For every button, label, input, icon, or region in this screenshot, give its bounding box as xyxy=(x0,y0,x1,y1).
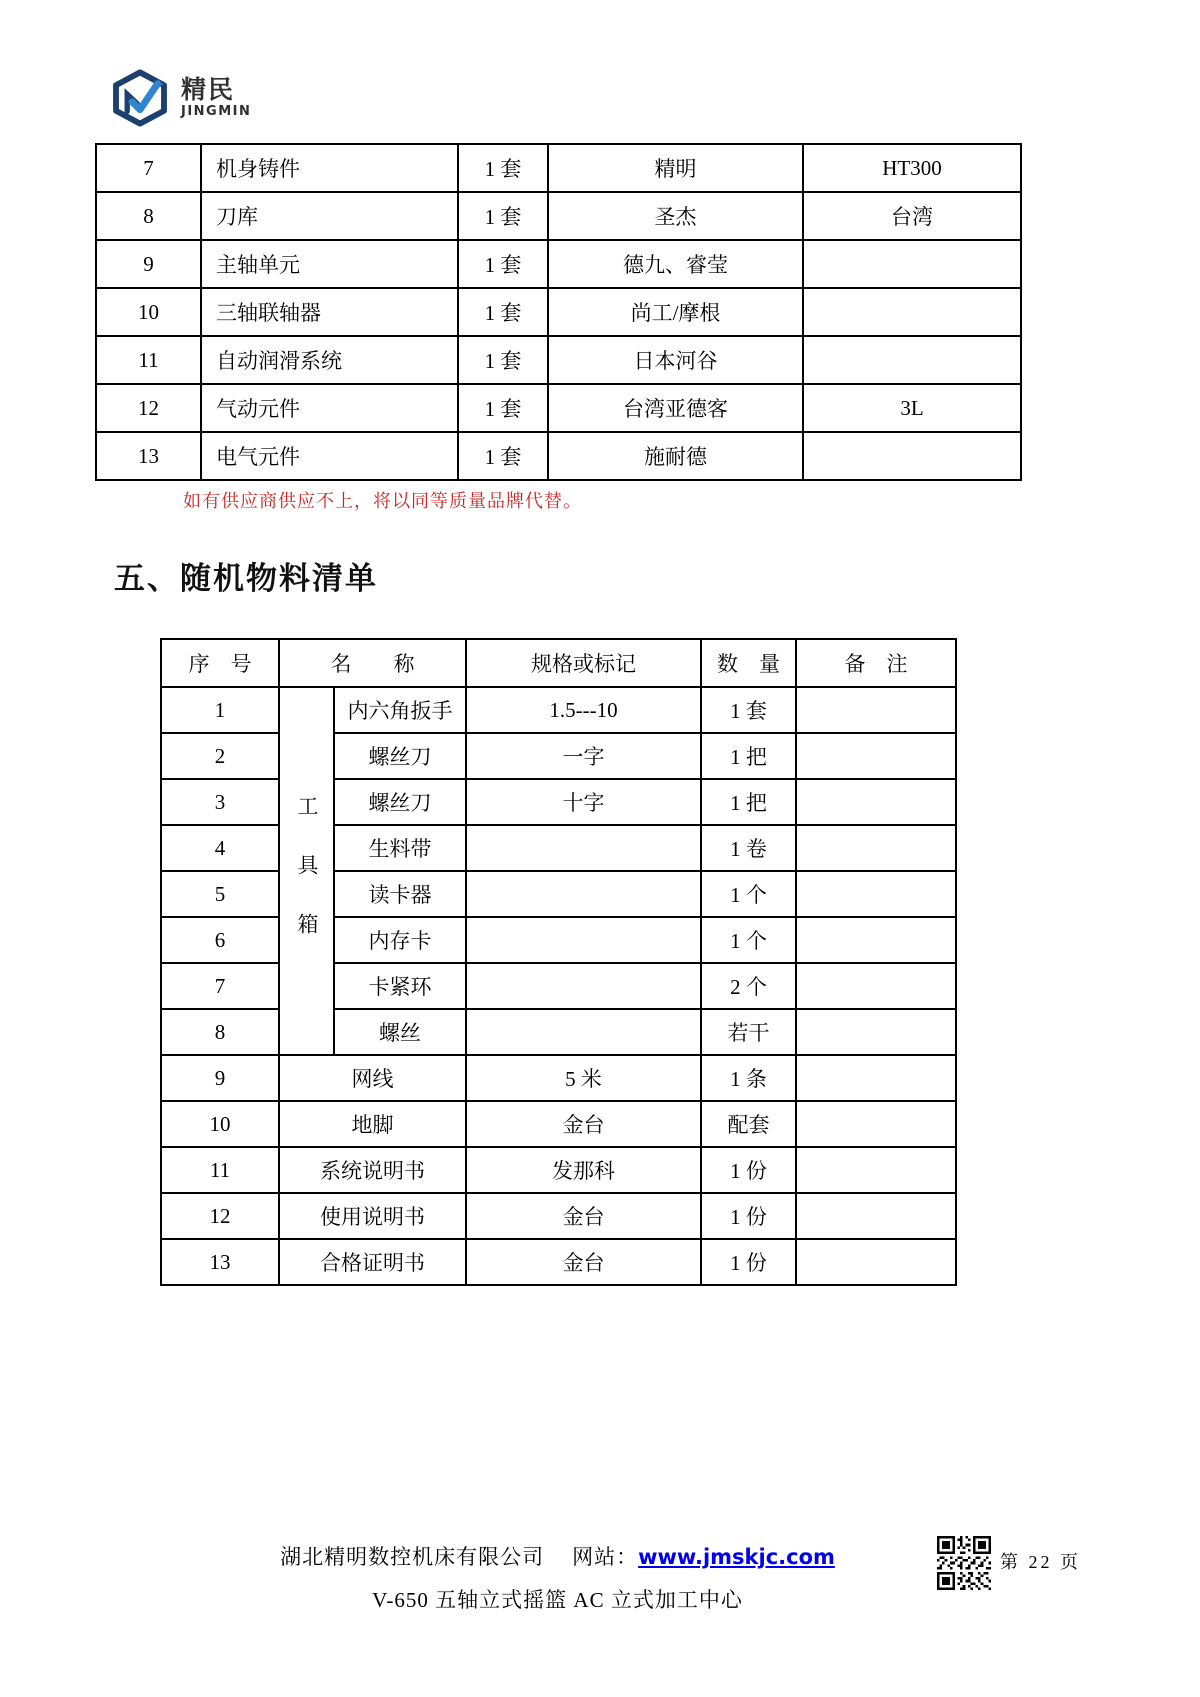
cell-no: 7 xyxy=(96,144,201,192)
cell-remark xyxy=(796,963,956,1009)
cell-no: 13 xyxy=(96,432,201,480)
cell-remark xyxy=(796,779,956,825)
cell-remark xyxy=(796,871,956,917)
table-row xyxy=(161,1147,956,1193)
cell-qty: 1 套 xyxy=(458,336,548,384)
logo-text xyxy=(181,77,251,118)
cell-brand: 精明 xyxy=(548,144,803,192)
cell-no: 1 xyxy=(161,687,279,733)
substitute-note: 如有供应商供应不上，将以同等质量品牌代替。 xyxy=(183,491,582,511)
cell-spec xyxy=(466,825,701,871)
cell-no: 7 xyxy=(161,963,279,1009)
cell-qty: 配套 xyxy=(701,1101,796,1147)
cell-no: 8 xyxy=(96,192,201,240)
header-name: 名 称 xyxy=(279,639,466,687)
cell-qty: 1 份 xyxy=(701,1147,796,1193)
materials-table xyxy=(160,638,957,1286)
cell-remark xyxy=(796,1193,956,1239)
cell-name: 电气元件 xyxy=(201,432,458,480)
cell-no: 9 xyxy=(161,1055,279,1101)
cell-name: 内存卡 xyxy=(334,917,466,963)
parts-table xyxy=(95,143,1022,481)
cell-name: 机身铸件 xyxy=(201,144,458,192)
footer-product-line: V-650 五轴立式摇篮 AC 立式加工中心 xyxy=(372,1588,743,1612)
cell-spec xyxy=(803,336,1021,384)
table-row xyxy=(96,288,1021,336)
cell-qty: 1 套 xyxy=(458,384,548,432)
cell-no: 8 xyxy=(161,1009,279,1055)
toolbox-label: 工具箱 xyxy=(295,794,319,972)
cell-remark xyxy=(796,825,956,871)
cell-spec: 十字 xyxy=(466,779,701,825)
cell-qty: 1 个 xyxy=(701,917,796,963)
company-name: 湖北精明数控机床有限公司 xyxy=(280,1545,545,1569)
cell-name: 刀库 xyxy=(201,192,458,240)
footer-company-line xyxy=(95,1541,1020,1571)
toolbox-group-cell xyxy=(279,687,334,1055)
cell-spec xyxy=(803,240,1021,288)
cell-qty: 1 份 xyxy=(701,1239,796,1285)
cell-qty: 1 套 xyxy=(701,687,796,733)
cell-name: 地脚 xyxy=(279,1101,466,1147)
brand-name-en: JINGMIN xyxy=(181,103,252,119)
brand-name-cn: 精民 xyxy=(181,75,236,105)
cell-spec: 3L xyxy=(803,384,1021,432)
cell-qty: 1 套 xyxy=(458,144,548,192)
cell-remark xyxy=(796,687,956,733)
cell-qty: 1 条 xyxy=(701,1055,796,1101)
cell-no: 13 xyxy=(161,1239,279,1285)
cell-no: 10 xyxy=(96,288,201,336)
section-heading: 五、随机物料清单 xyxy=(114,561,378,597)
cell-spec xyxy=(803,288,1021,336)
table-row xyxy=(161,1055,956,1101)
cell-name: 螺丝刀 xyxy=(334,733,466,779)
page-number: 第 22 页 xyxy=(1000,1552,1081,1572)
cell-name: 气动元件 xyxy=(201,384,458,432)
cell-no: 12 xyxy=(161,1193,279,1239)
cell-brand: 台湾亚德客 xyxy=(548,384,803,432)
cell-name: 合格证明书 xyxy=(279,1239,466,1285)
cell-spec xyxy=(803,432,1021,480)
table-header-row xyxy=(161,639,956,687)
cell-qty: 1 把 xyxy=(701,733,796,779)
cell-spec xyxy=(466,963,701,1009)
cell-qty: 1 卷 xyxy=(701,825,796,871)
cell-remark xyxy=(796,1239,956,1285)
table-row xyxy=(96,384,1021,432)
cell-remark xyxy=(796,917,956,963)
cell-name: 三轴联轴器 xyxy=(201,288,458,336)
cell-name: 内六角扳手 xyxy=(334,687,466,733)
qr-code xyxy=(937,1536,991,1590)
cell-name: 自动润滑系统 xyxy=(201,336,458,384)
cell-spec: 一字 xyxy=(466,733,701,779)
cell-qty: 1 套 xyxy=(458,288,548,336)
table-row xyxy=(161,687,956,733)
page-footer xyxy=(95,1541,1020,1614)
cell-spec: 金台 xyxy=(466,1239,701,1285)
cell-remark xyxy=(796,733,956,779)
cell-spec: 金台 xyxy=(466,1193,701,1239)
cell-qty: 2 个 xyxy=(701,963,796,1009)
cell-spec: HT300 xyxy=(803,144,1021,192)
cell-qty: 1 套 xyxy=(458,432,548,480)
cell-remark xyxy=(796,1101,956,1147)
cell-spec xyxy=(466,917,701,963)
cell-name: 网线 xyxy=(279,1055,466,1101)
cell-no: 3 xyxy=(161,779,279,825)
cell-qty: 1 个 xyxy=(701,871,796,917)
cell-remark xyxy=(796,1147,956,1193)
cell-no: 5 xyxy=(161,871,279,917)
cell-no: 4 xyxy=(161,825,279,871)
cell-spec: 台湾 xyxy=(803,192,1021,240)
cell-remark xyxy=(796,1009,956,1055)
cell-name: 生料带 xyxy=(334,825,466,871)
header-no: 序 号 xyxy=(161,639,279,687)
header-remark: 备 注 xyxy=(796,639,956,687)
cell-spec xyxy=(466,871,701,917)
table-row xyxy=(96,192,1021,240)
cell-no: 12 xyxy=(96,384,201,432)
header-qty: 数 量 xyxy=(701,639,796,687)
table-row xyxy=(161,1239,956,1285)
cell-no: 6 xyxy=(161,917,279,963)
cell-qty: 1 套 xyxy=(458,192,548,240)
cell-no: 11 xyxy=(96,336,201,384)
cell-no: 10 xyxy=(161,1101,279,1147)
cell-brand: 日本河谷 xyxy=(548,336,803,384)
website-link[interactable]: www.jmskjc.com xyxy=(638,1545,835,1569)
cell-brand: 施耐德 xyxy=(548,432,803,480)
cell-qty: 1 份 xyxy=(701,1193,796,1239)
cell-brand: 德九、睿莹 xyxy=(548,240,803,288)
cell-remark xyxy=(796,1055,956,1101)
cell-qty: 1 把 xyxy=(701,779,796,825)
table-row xyxy=(96,240,1021,288)
cell-brand: 尚工/摩根 xyxy=(548,288,803,336)
cell-spec xyxy=(466,1009,701,1055)
cell-brand: 圣杰 xyxy=(548,192,803,240)
table-row xyxy=(96,432,1021,480)
jingmin-logo-icon xyxy=(108,68,172,128)
cell-spec: 1.5---10 xyxy=(466,687,701,733)
cell-no: 9 xyxy=(96,240,201,288)
header-spec: 规格或标记 xyxy=(466,639,701,687)
cell-spec: 金台 xyxy=(466,1101,701,1147)
table-row xyxy=(161,1101,956,1147)
cell-name: 螺丝刀 xyxy=(334,779,466,825)
table-row xyxy=(161,1193,956,1239)
cell-name: 主轴单元 xyxy=(201,240,458,288)
table-row xyxy=(96,144,1021,192)
cell-qty: 1 套 xyxy=(458,240,548,288)
cell-name: 卡紧环 xyxy=(334,963,466,1009)
table-row xyxy=(96,336,1021,384)
cell-name: 使用说明书 xyxy=(279,1193,466,1239)
cell-spec: 发那科 xyxy=(466,1147,701,1193)
cell-name: 读卡器 xyxy=(334,871,466,917)
cell-spec: 5 米 xyxy=(466,1055,701,1101)
company-logo xyxy=(108,68,251,128)
cell-qty: 若干 xyxy=(701,1009,796,1055)
website-label: 网站： xyxy=(572,1545,639,1569)
cell-name: 系统说明书 xyxy=(279,1147,466,1193)
cell-no: 11 xyxy=(161,1147,279,1193)
cell-no: 2 xyxy=(161,733,279,779)
cell-name: 螺丝 xyxy=(334,1009,466,1055)
